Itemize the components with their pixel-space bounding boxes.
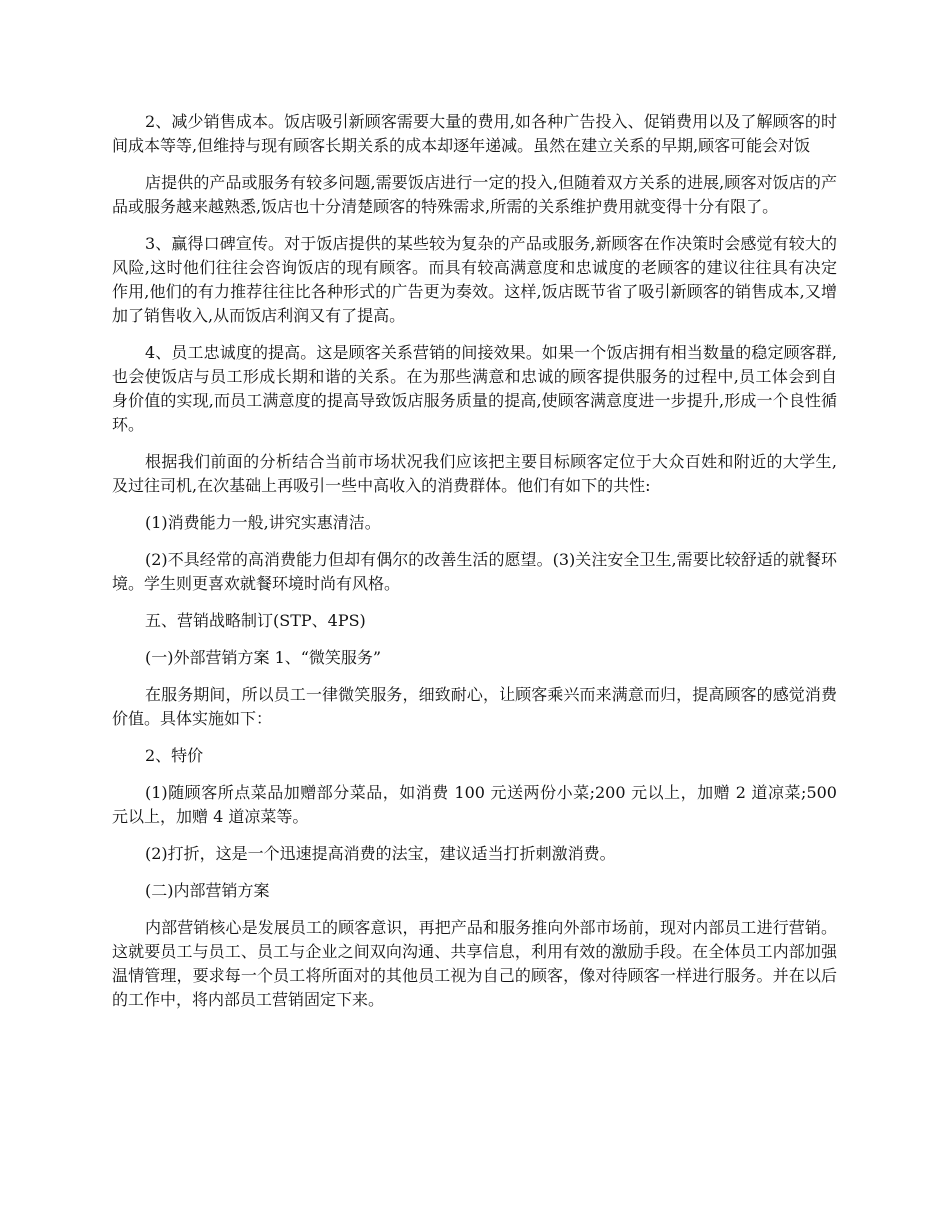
paragraph-word-of-mouth: 3、赢得口碑宣传。对于饭店提供的某些较为复杂的产品或服务,新顾客在作决策时会感觉有较大的风险,这时他们往往会咨询饭店的现有顾客。而具有较高满意度和忠诚度的老顾客的建议往往具有决定作用,他们的有力推荐往往比各种形式的广告更为奏效。这样,饭店既节省了吸引新顾客的销售成本,又增加了销售收入,从而饭店利润又有了提高。 bbox=[112, 234, 837, 325]
section-heading-strategy: 五、营销战略制订(STP、4PS) bbox=[145, 611, 366, 630]
paragraph-target-customers: 根据我们前面的分析结合当前市场状况我们应该把主要目标顾客定位于大众百姓和附近的大学生,及过往司机,在次基础上再吸引一些中高收入的消费群体。他们有如下的共性: bbox=[112, 452, 837, 495]
paragraph-free-dishes: (1)随顾客所点菜品加赠部分菜品，如消费 100 元送两份小菜;200 元以上，加赠 2 道凉菜;500 元以上，加赠 4 道凉菜等。 bbox=[112, 783, 837, 826]
paragraph-relationship-maintenance: 店提供的产品或服务有较多问题,需要饭店进行一定的投入,但随着双方关系的进展,顾客对饭店的产品或服务越来越熟悉,饭店也十分清楚顾客的特殊需求,所需的关系维护费用就变得十分有限了。 bbox=[112, 173, 837, 216]
subsection-heading-external: (一)外部营销方案 1、“微笑服务” bbox=[145, 648, 382, 667]
paragraph-internal-marketing: 内部营销核心是发展员工的顾客意识，再把产品和服务推向外部市场前，现对内部员工进行营销。这就要员工与员工、员工与企业之间双向沟通、共享信息，利用有效的激励手段。在全体员工内部加强温情管理，要求每一个员工将所面对的其他员工视为自己的顾客，像对待顾客一样进行服务。并在以后的工作中，将内部员工营销固定下来。 bbox=[112, 918, 837, 1009]
paragraph-reduce-sales-cost: 2、减少销售成本。饭店吸引新顾客需要大量的费用,如各种广告投入、促销费用以及了解顾客的时间成本等等,但维持与现有顾客长期关系的成本却逐年递减。虽然在建立关系的早期,顾客可能会对饭 bbox=[112, 112, 837, 155]
paragraph-trait-1: (1)消费能力一般,讲究实惠清洁。 bbox=[145, 513, 381, 532]
document-body bbox=[112, 110, 837, 1025]
paragraph-smile-service: 在服务期间，所以员工一律微笑服务，细致耐心，让顾客乘兴而来满意而归，提高顾客的感觉消费价值。具体实施如下： bbox=[112, 685, 837, 728]
paragraph-discount: (2)打折，这是一个迅速提高消费的法宝，建议适当打折刺激消费。 bbox=[145, 844, 616, 863]
item-heading-special-price: 2、特价 bbox=[145, 746, 204, 765]
paragraph-employee-loyalty: 4、员工忠诚度的提高。这是顾客关系营销的间接效果。如果一个饭店拥有相当数量的稳定顾客群,也会使饭店与员工形成长期和谐的关系。在为那些满意和忠诚的顾客提供服务的过程中,员工体会到自身价值的实现,而员工满意度的提高导致饭店服务质量的提高,使顾客满意度进一步提升,形成一个良性循环。 bbox=[112, 343, 837, 434]
paragraph-trait-2-3: (2)不具经常的高消费能力但却有偶尔的改善生活的愿望。(3)关注安全卫生,需要比较舒适的就餐环境。学生则更喜欢就餐环境时尚有风格。 bbox=[112, 550, 837, 593]
subsection-heading-internal: (二)内部营销方案 bbox=[145, 881, 270, 900]
